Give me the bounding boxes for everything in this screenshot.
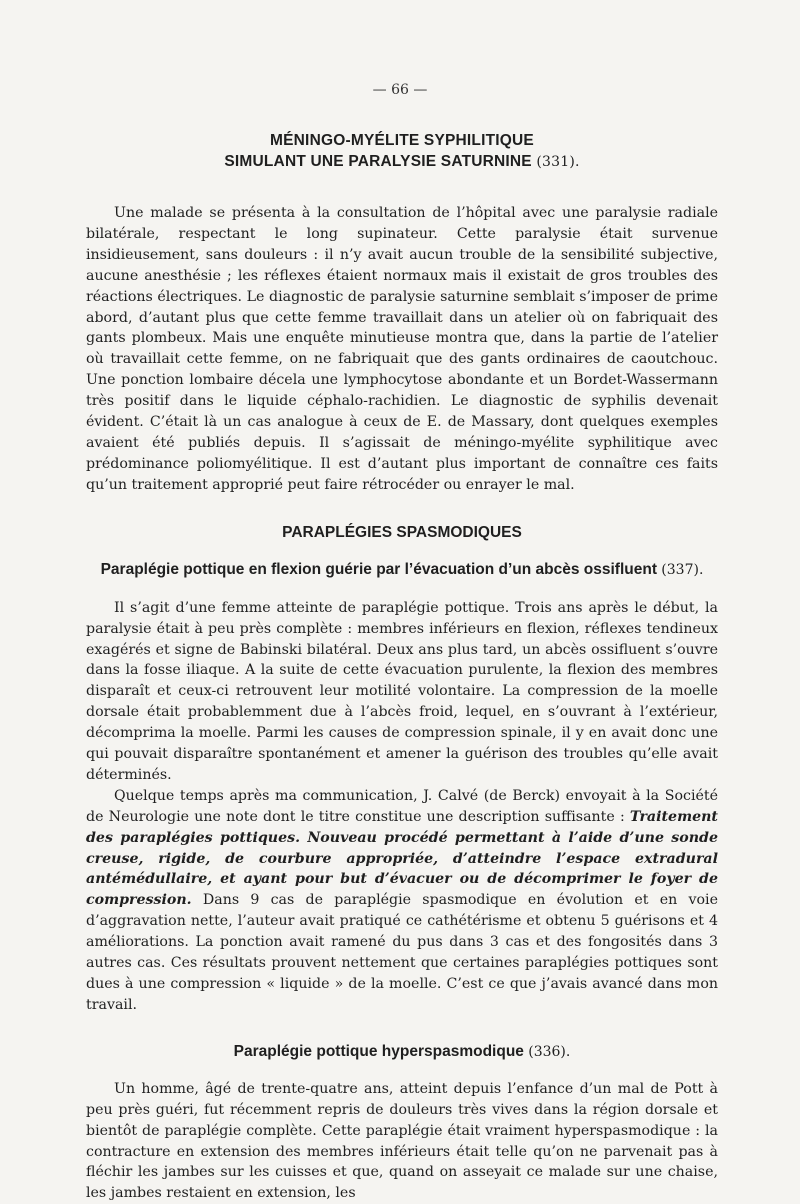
section-title-line2-text: SIMULANT UNE PARALYSIE SATURNINE	[224, 153, 532, 170]
subsection-title-paraplegie-flexion	[86, 561, 718, 579]
paragraph-text-before: Quelque temps après ma communication, J. Calvé (de Berck) envoyait à la Société de Neurologie une note dont le titre constitue une description suffisante :	[86, 787, 718, 825]
subsection-title-reference: (336).	[528, 1043, 571, 1060]
paragraph-meningo-myelite: Une malade se présenta à la consultation de l’hôpital avec une paralysie radiale bilatérale, respectant le long supinateur. Cette paralysie était survenue insidieusement, sans douleurs : il n’y avait aucun trouble de la sensibilité subjective, aucune anesthésie ; les réflexes étaient normaux mais il existait de gros troubles des réactions électriques. Le diagnostic de paralysie saturnine semblait s’imposer de prime abord, d’autant plus que cette femme travaillait dans un atelier où on fabriquait des gants plombeux. Mais une enquête minutieuse montra que, dans la partie de l’atelier où travaillait cette femme, on ne fabriquait que des gants ordinaires de caoutchouc. Une ponction lombaire décela une lymphocytose abondante et un Bordet-Wassermann très positif dans le liquide céphalo-rachidien. Le diagnostic de syphilis devenait évident. C’était là un cas analogue à ceux de E. de Massary, dont quelques exemples avaient été publiés depuis. Il s’agissait de méningo-myélite syphilitique avec prédominance poliomyélitique. Il est d’autant plus important de connaître ces faits qu’un traitement approprié peut faire rétrocéder ou enrayer le mal.	[86, 205, 718, 493]
page-number: — 66 —	[372, 82, 428, 98]
paragraph-paraplegie-flexion-2	[86, 786, 718, 1016]
section-title-reference: (331).	[536, 154, 580, 170]
section-title-meningo-myelite	[86, 130, 718, 173]
section-title-line1: MÉNINGO-MYÉLITE SYPHILITIQUE	[270, 132, 534, 149]
subsection-title-hyperspasmodique	[86, 1043, 718, 1061]
section-title-paraplegies-spasmodiques: PARAPLÉGIES SPASMODIQUES	[282, 523, 522, 541]
subsection-title-text: Paraplégie pottique hyperspasmodique	[233, 1042, 524, 1060]
subsection-title-reference: (337).	[661, 561, 704, 578]
article-title-italic: Traitement des paraplégies pottiques. Nouveau procédé permettant à l’aide d’une sonde creuse, rigide, de courbure appropriée, d’atteindre l’espace extradural antémédullaire, et ayant pour but d’évacuer ou de décomprimer le foyer de compression.	[86, 808, 718, 909]
subsection-title-text: Paraplégie pottique en flexion guérie par l’évacuation d’un abcès ossifluent	[100, 560, 657, 578]
paragraph-paraplegie-flexion-1: Il s’agit d’une femme atteinte de paraplégie pottique. Trois ans après le début, la paralysie était à peu près complète : membres inférieurs en flexion, réflexes tendineux exagérés et signe de Babinski bilatéral. Deux ans plus tard, un abcès ossifluent s’ouvre dans la fosse iliaque. A la suite de cette évacuation purulente, la flexion des membres disparaît et ceux-ci retrouvent leur motilité volontaire. La compression de la moelle dorsale était probablemment due à l’abcès froid, lequel, en s’ouvrant à l’extérieur, décomprima la moelle. Parmi les causes de compression spinale, il y en avait donc une qui pouvait disparaître spontanément et amener la guérison des troubles qu’elle avait déterminés.	[86, 599, 718, 783]
paragraph-text-after: Dans 9 cas de paraplégie spasmodique en évolution et en voie d’aggravation nette, l’auteur avait pratiqué ce cathétérisme et obtenu 5 guérisons et 4 améliorations. La ponction avait ramené du pus dans 3 cas et des fongosités dans 3 autres cas. Ces résultats prouvent nettement que certaines paraplégies pottiques sont dues à une compression « liquide » de la moelle. C’est ce que j’avais avancé dans mon travail.	[86, 892, 718, 1013]
section-title-line2	[86, 151, 718, 173]
paragraph-hyperspasmodique: Un homme, âgé de trente-quatre ans, atteint depuis l’enfance d’un mal de Pott à peu près guéri, fut récemment repris de douleurs très vives dans la région dorsale et bientôt de paraplégie complète. Cette paraplégie était vraiment hyperspasmodique : la contracture en extension des membres inférieurs était telle qu’on ne parvenait pas à fléchir les jambes sur les cuisses et que, quand on asseyait ce malade sur une chaise, les jambes restaient en extension, les	[86, 1080, 718, 1202]
